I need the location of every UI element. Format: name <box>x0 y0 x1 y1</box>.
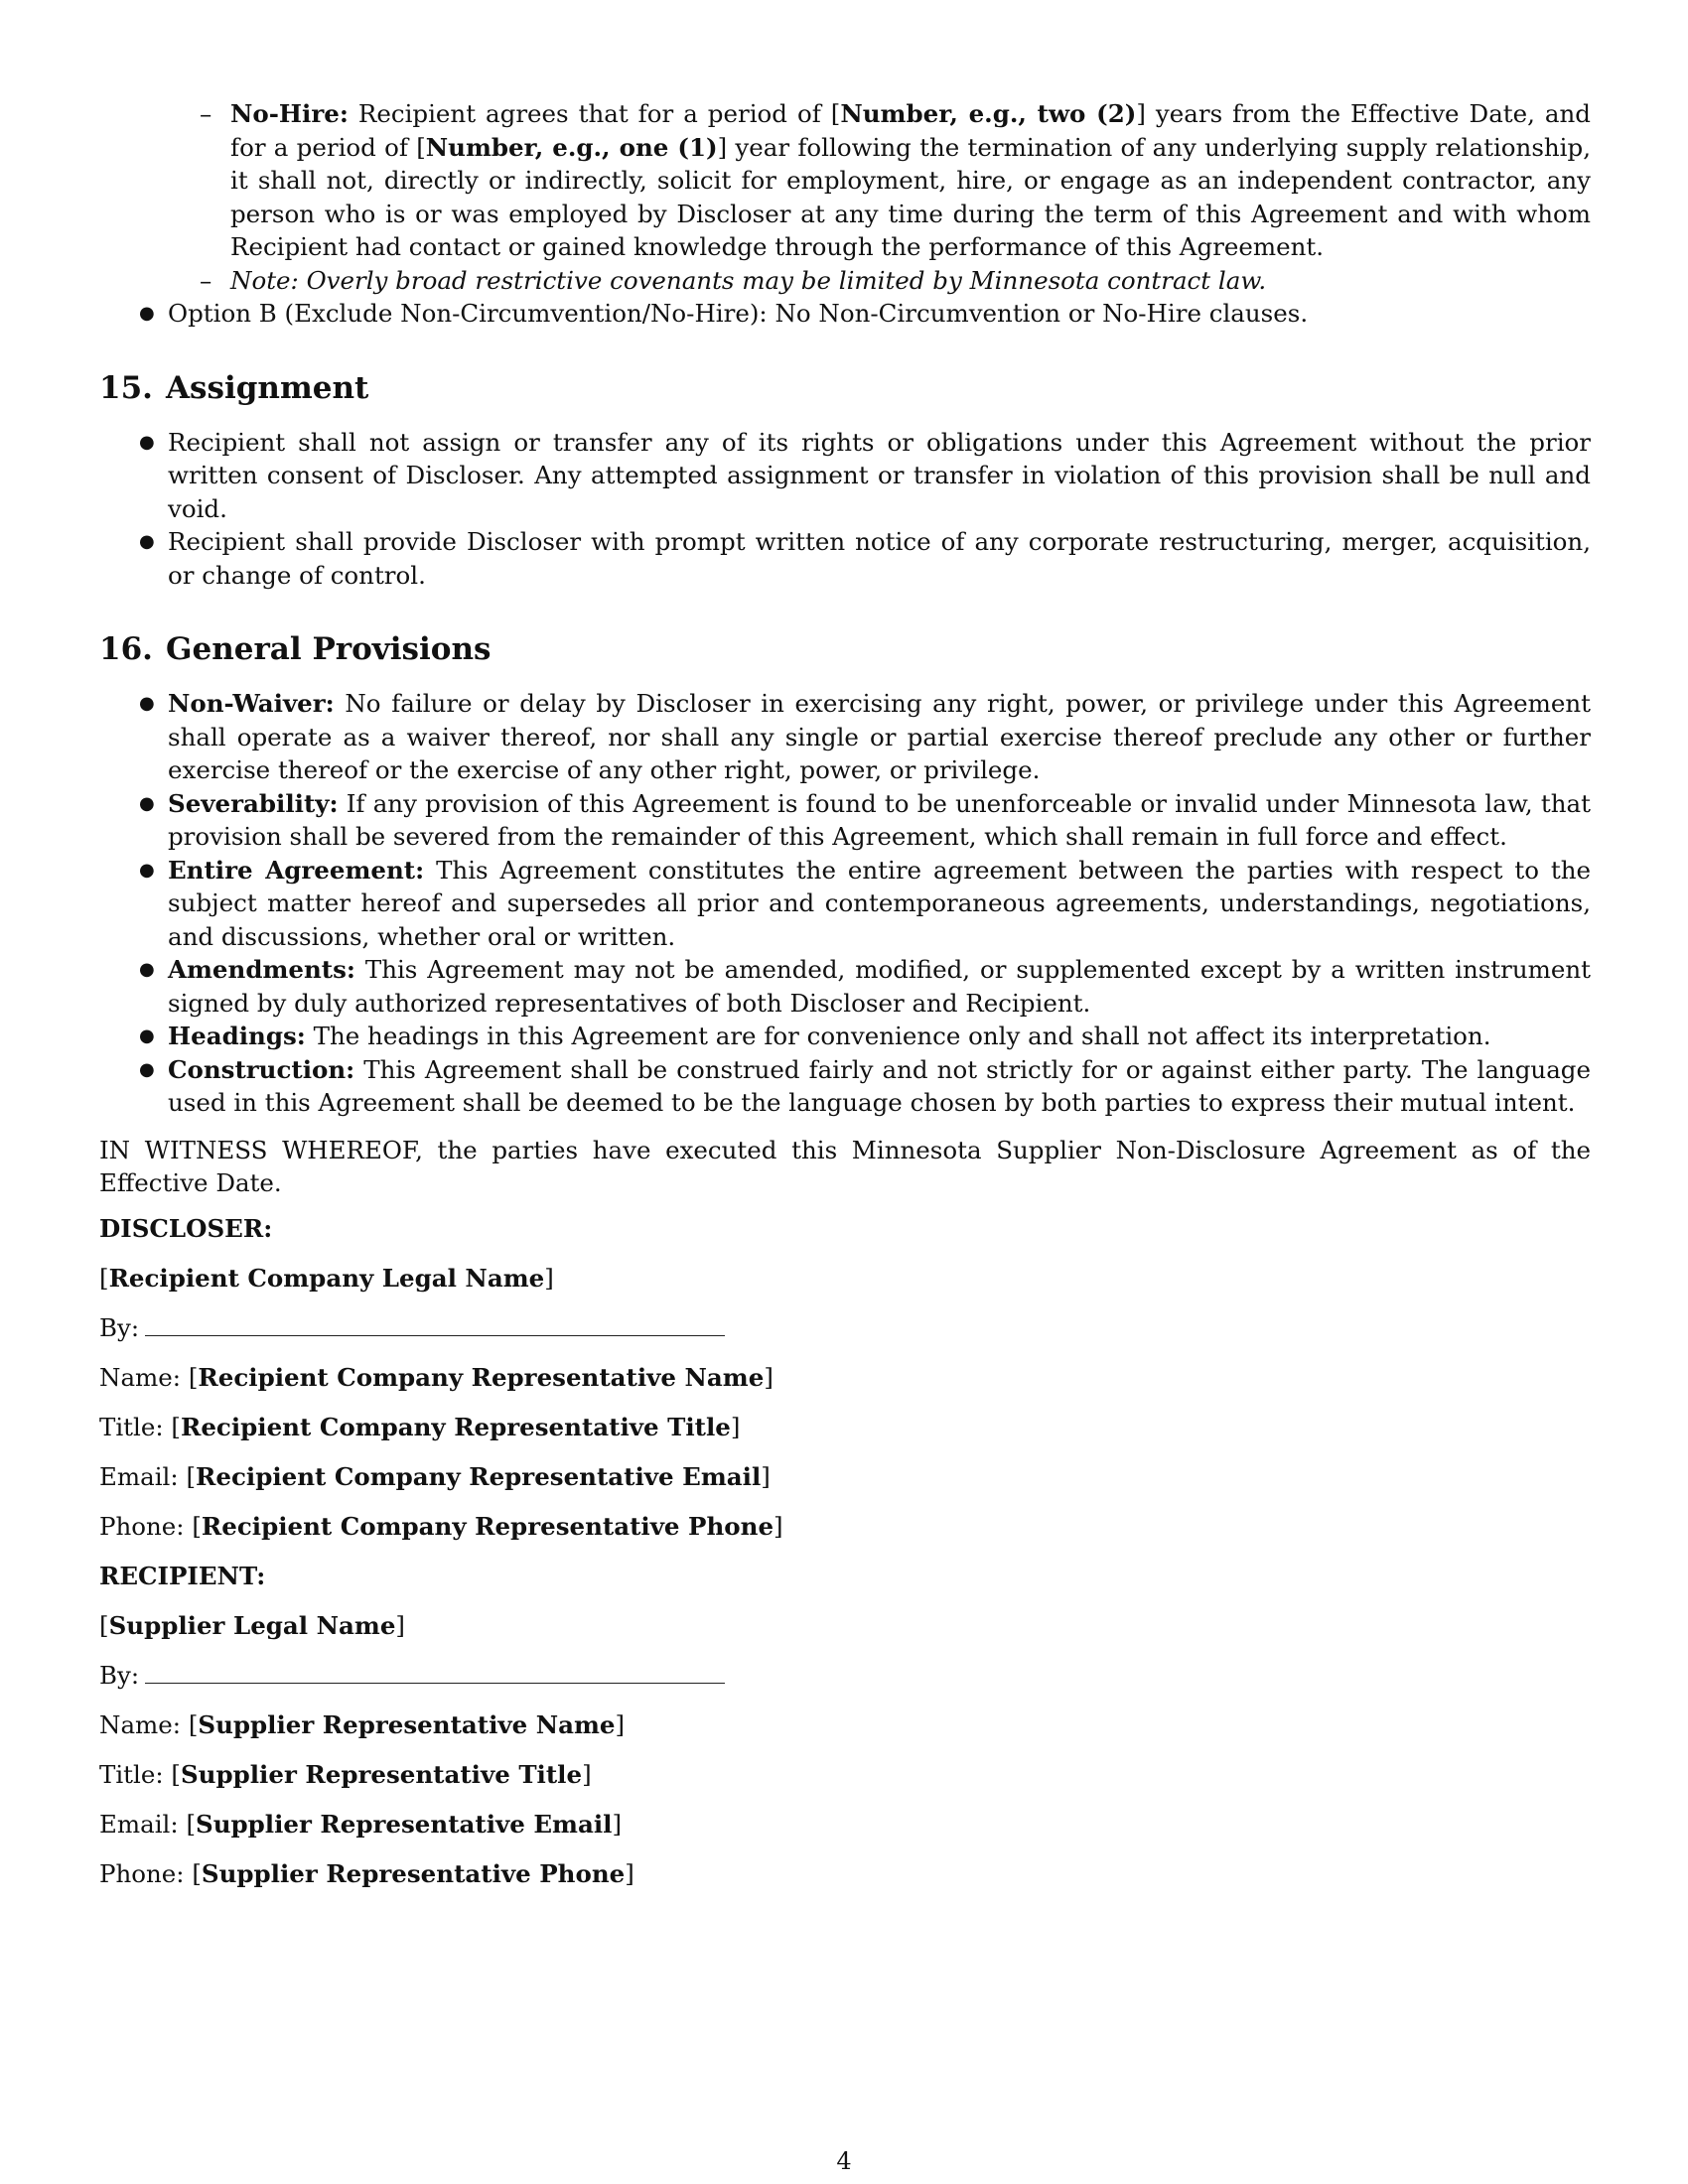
recipient-entity: [Supplier Legal Name] <box>99 1610 405 1640</box>
title-value: Recipient Company Representative Title <box>180 1412 731 1441</box>
bullet-marker: ● <box>139 531 155 552</box>
bullet-marker: ● <box>139 792 155 814</box>
provision-text: This Agreement constitutes the entire agreement between the parties with respect to the subject matter hereof and supersedes all prior and contemporaneous agreements, understandings, negotiations, and discussions, whether oral or written. <box>168 855 1591 951</box>
provision-term: Headings: <box>168 1022 306 1050</box>
no-hire-years-placeholder: Number, e.g., two (2) <box>840 99 1137 128</box>
provision-term: Severability: <box>168 788 339 818</box>
section-16-heading <box>99 629 1591 669</box>
signature-line[interactable] <box>145 1661 725 1684</box>
signature-line[interactable] <box>145 1313 725 1336</box>
discloser-email-line: Email: [Recipient Company Representative Email] <box>99 1461 771 1491</box>
discloser-signature-block <box>99 1204 1591 1552</box>
page-number: 4 <box>836 2147 852 2175</box>
bullet-marker: ● <box>139 303 155 324</box>
email-label: Email: <box>99 1809 179 1839</box>
option-list <box>99 297 1591 331</box>
provision-text: The headings in this Agreement are for convenience only and shall not affect its interpretation. <box>305 1022 1491 1050</box>
section-title: Assignment <box>166 369 369 406</box>
discloser-title-line: Title: [Recipient Company Representative Title] <box>99 1412 741 1441</box>
discloser-phone-line: Phone: [Recipient Company Representative Phone] <box>99 1511 783 1541</box>
name-label: Name: <box>99 1362 182 1392</box>
option-b-item <box>139 297 1591 331</box>
document-page <box>99 97 1591 1899</box>
section-number: 16. <box>99 631 153 667</box>
phone-label: Phone: <box>99 1511 185 1541</box>
discloser-entity-name: Recipient Company Legal Name <box>108 1263 545 1293</box>
provision-term: Construction: <box>168 1054 355 1084</box>
discloser-entity: [Recipient Company Legal Name] <box>99 1263 554 1293</box>
name-value: Supplier Representative Name <box>198 1709 616 1739</box>
section-16-list <box>99 687 1591 1120</box>
provision-term: Non-Waiver: <box>168 689 335 718</box>
section-number: 15. <box>99 369 153 406</box>
recipient-heading: RECIPIENT: <box>99 1561 266 1590</box>
discloser-name-line: Name: [Recipient Company Representative Name] <box>99 1362 774 1392</box>
dash-marker: – <box>200 99 212 128</box>
no-hire-year-placeholder: Number, e.g., one (1) <box>425 132 718 162</box>
name-value: Recipient Company Representative Name <box>198 1362 765 1392</box>
list-item <box>139 525 1591 592</box>
recipient-phone-line: Phone: [Supplier Representative Phone] <box>99 1858 634 1888</box>
recipient-by-line <box>99 1651 1591 1701</box>
provision-term: Amendments: <box>168 955 355 984</box>
recipient-signature-block <box>99 1552 1591 1899</box>
recipient-name-line: Name: [Supplier Representative Name] <box>99 1709 626 1739</box>
provision-text: No failure or delay by Discloser in exercising any right, power, or privilege under this Agreement shall operate as a waiver thereof, nor shall any single or partial exercise thereof preclude any other or further exercise thereof or the exercise of any other right, power, or privilege. <box>168 689 1591 784</box>
list-item <box>139 1020 1591 1053</box>
by-label: By: <box>99 1660 140 1690</box>
list-item <box>139 1053 1591 1120</box>
bullet-marker: ● <box>139 859 155 881</box>
list-item-text: Recipient shall not assign or transfer any of its rights or obligations under this Agreement without the prior written consent of Discloser. Any attempted assignment or transfer in violation of this provision shall be null and void. <box>168 427 1591 523</box>
bullet-marker: ● <box>139 693 155 714</box>
list-item <box>139 687 1591 787</box>
no-hire-clause <box>200 97 1591 264</box>
section-title: General Provisions <box>166 631 492 667</box>
note-text: Note: Overly broad restrictive covenants may be limited by Minnesota contract law. <box>230 265 1267 295</box>
phone-label: Phone: <box>99 1858 185 1888</box>
recipient-entity-name: Supplier Legal Name <box>108 1610 396 1640</box>
phone-value: Recipient Company Representative Phone <box>201 1511 774 1541</box>
no-hire-text: Recipient agrees that for a period of [ <box>348 99 841 128</box>
no-hire-term: No-Hire: <box>230 99 349 128</box>
name-label: Name: <box>99 1709 182 1739</box>
recipient-title-line: Title: [Supplier Representative Title] <box>99 1759 592 1789</box>
bullet-marker: ● <box>139 1058 155 1080</box>
title-label: Title: <box>99 1759 164 1789</box>
provision-text: This Agreement shall be construed fairly and not strictly for or against either party. The language used in this Agreement shall be deemed to be the language chosen by both parties to express their mutual intent. <box>168 1054 1591 1117</box>
no-hire-text: ] years from the Effective Date, and for a period of [ <box>230 99 1591 162</box>
section-15-list <box>99 426 1591 593</box>
by-label: By: <box>99 1312 140 1342</box>
phone-value: Supplier Representative Phone <box>201 1858 626 1888</box>
list-item <box>139 854 1591 954</box>
no-hire-text: ] year following the termination of any underlying supply relationship, it shall not, directly or indirectly, solicit for employment, hire, or engage as an independent contractor, any person who is or was employed by Discloser at any time during the term of this Agreement and with whom Recipient had contact or gained knowledge through the performance of this Agreement. <box>230 132 1591 261</box>
note-item <box>200 264 1591 298</box>
option-b-text: Option B (Exclude Non-Circumvention/No-Hire): No Non-Circumvention or No-Hire clauses. <box>168 299 1309 328</box>
email-value: Recipient Company Representative Email <box>196 1461 762 1491</box>
list-item <box>139 787 1591 854</box>
discloser-by-line <box>99 1303 1591 1353</box>
discloser-heading: DISCLOSER: <box>99 1213 273 1243</box>
witness-statement: IN WITNESS WHEREOF, the parties have executed this Minnesota Supplier Non-Disclosure Agreement as of the Effective Date. <box>99 1135 1591 1197</box>
title-value: Supplier Representative Title <box>180 1759 583 1789</box>
list-item-text: Recipient shall provide Discloser with prompt written notice of any corporate restructuring, merger, acquisition, or change of control. <box>168 527 1591 590</box>
bullet-marker: ● <box>139 959 155 980</box>
section-15-heading <box>99 368 1591 408</box>
title-label: Title: <box>99 1412 164 1441</box>
non-circumvention-sublist <box>99 97 1591 297</box>
email-value: Supplier Representative Email <box>196 1809 613 1839</box>
bullet-marker: ● <box>139 1025 155 1046</box>
dash-marker: – <box>200 265 212 295</box>
list-item <box>139 953 1591 1020</box>
bullet-marker: ● <box>139 431 155 453</box>
provision-text: If any provision of this Agreement is found to be unenforceable or invalid under Minnesota law, that provision shall be severed from the remainder of this Agreement, which shall remain in full force and effect. <box>168 788 1591 851</box>
provision-text: This Agreement may not be amended, modified, or supplemented except by a written instrument signed by duly authorized representatives of both Discloser and Recipient. <box>168 955 1591 1018</box>
recipient-email-line: Email: [Supplier Representative Email] <box>99 1809 623 1839</box>
provision-term: Entire Agreement: <box>168 855 425 885</box>
email-label: Email: <box>99 1461 179 1491</box>
list-item <box>139 426 1591 526</box>
